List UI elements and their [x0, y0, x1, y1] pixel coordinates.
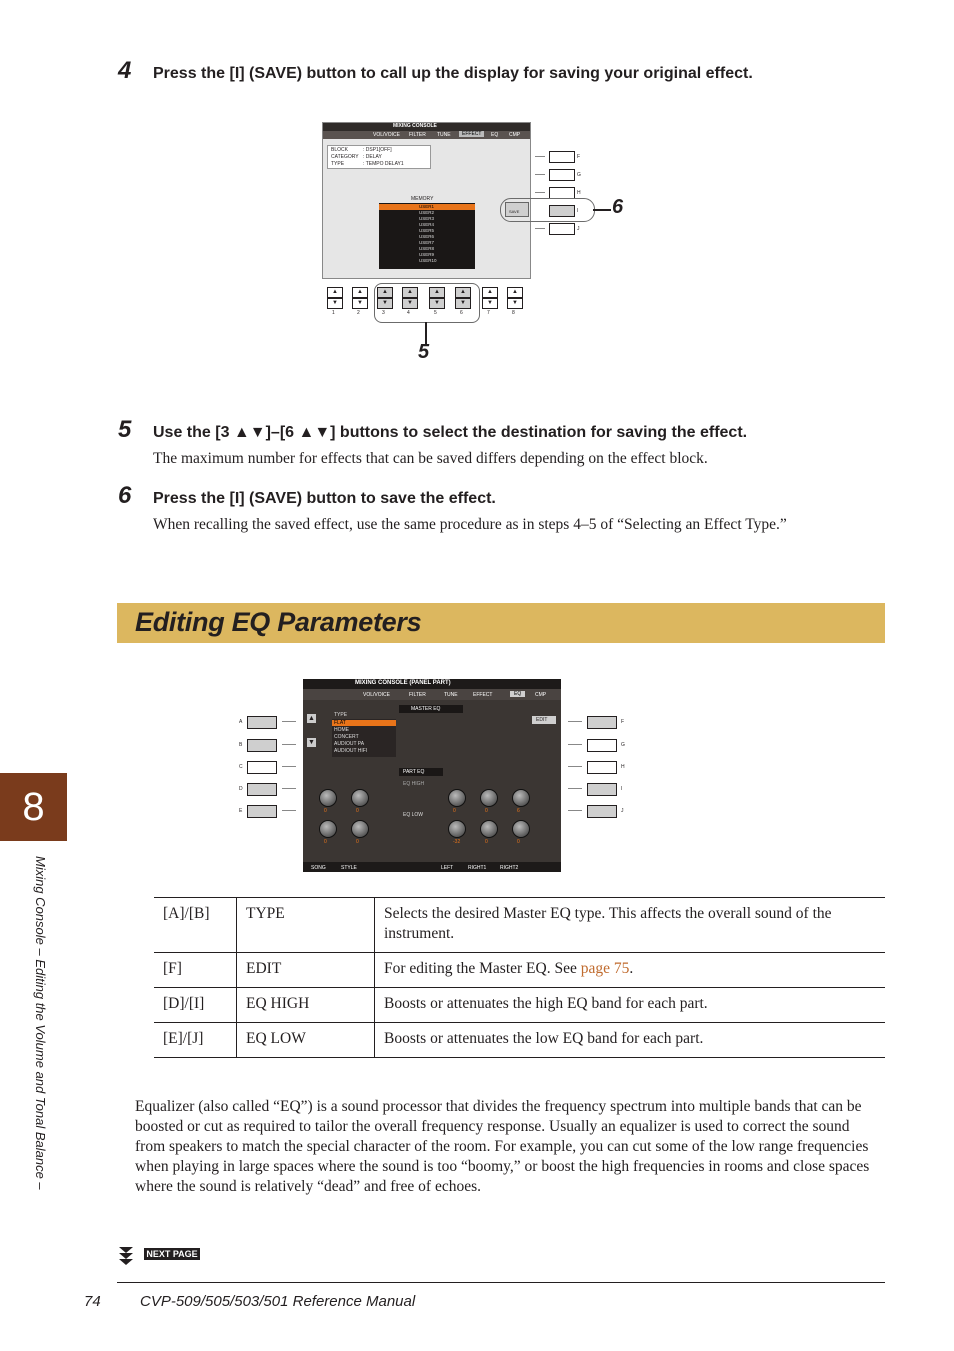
eq-knob-value: 0: [324, 839, 327, 845]
button-2-down[interactable]: ▼: [352, 298, 368, 309]
callout-line-6: [593, 209, 611, 211]
button-1-down[interactable]: ▼: [327, 298, 343, 309]
button-3-down[interactable]: ▼: [377, 298, 393, 309]
step-5-number: 5: [118, 416, 132, 443]
left-panel-button[interactable]: [247, 739, 277, 752]
type-up-arrow[interactable]: ▲: [308, 715, 315, 722]
part-right2: RIGHT2: [500, 865, 519, 871]
button-7-up[interactable]: ▲: [482, 287, 498, 298]
button-6-down[interactable]: ▼: [455, 298, 471, 309]
edit-softkey[interactable]: EDIT: [532, 716, 556, 724]
left-button-letter: A: [239, 719, 243, 725]
table-cell-button: [D]/[I]: [154, 988, 237, 1023]
button-lead-line: [568, 766, 582, 767]
left-button-letter: C: [239, 764, 243, 770]
section-banner: [117, 603, 885, 643]
eq-knob-value: 0: [453, 808, 456, 814]
button-4-up[interactable]: ▲: [402, 287, 418, 298]
button-5-down[interactable]: ▼: [429, 298, 445, 309]
right-button-letter: G: [621, 742, 625, 748]
button-4-down[interactable]: ▼: [402, 298, 418, 309]
table-row: [154, 1023, 885, 1058]
eq-knob[interactable]: [480, 789, 498, 807]
table-cell-param: EQ LOW: [237, 1023, 375, 1058]
next-page-icon: [118, 1246, 134, 1266]
table-row: [154, 953, 885, 988]
table-row: [154, 898, 885, 953]
button-number-label: 4: [407, 310, 410, 316]
button-g[interactable]: [549, 169, 575, 181]
page-75-link[interactable]: page 75: [580, 960, 630, 977]
left-panel-button[interactable]: [247, 805, 277, 818]
table-cell-param: TYPE: [237, 898, 375, 953]
eq-knob[interactable]: [351, 820, 369, 838]
button-f[interactable]: [549, 151, 575, 163]
button-number-label: 1: [332, 310, 335, 316]
memory-slot[interactable]: USER8: [419, 246, 435, 251]
eq-knob[interactable]: [319, 789, 337, 807]
memory-slot[interactable]: USER3: [419, 216, 435, 221]
table-cell-param: EQ HIGH: [237, 988, 375, 1023]
step-4-heading: Press the [I] (SAVE) button to call up the display for saving your original effect.: [153, 65, 753, 82]
memory-slot[interactable]: USER5: [419, 228, 435, 233]
button-7-down[interactable]: ▼: [482, 298, 498, 309]
table-row: [154, 988, 885, 1023]
part-eq-label: PART EQ: [403, 769, 425, 775]
memory-slot[interactable]: USER10: [419, 258, 437, 263]
button-number-label: 5: [434, 310, 437, 316]
manual-title: CVP-509/505/503/501 Reference Manual: [140, 1293, 416, 1310]
table-cell-desc: Boosts or attenuates the high EQ band for each part.: [375, 988, 886, 1023]
button-number-label: 2: [357, 310, 360, 316]
right-button-letter: J: [621, 808, 624, 814]
master-eq-label: MASTER EQ: [411, 706, 441, 712]
type-list[interactable]: FLAT HOME CONCERT AUDIOUT PA AUDIOUT HIFI: [332, 719, 396, 757]
eq-high-label: EQ HIGH: [403, 781, 425, 787]
left-panel-button[interactable]: [247, 761, 277, 774]
eq-knob-value: 6: [517, 808, 520, 814]
right-panel-button[interactable]: [587, 783, 617, 796]
eq-explanation-paragraph: Equalizer (also called “EQ”) is a sound processor that divides the frequency spectrum into multiple bands that can be boosted or cut as required to tailor the overall frequency response. Usually an equalizer is used to correct the sound from speakers to match the special character of the room. For example, you can cut some of the low range frequencies when playing in large spaces where the sound is too “boomy,” or boost the high frequencies in rooms and close spaces where the sound is relatively “dead” and free of echoes.: [135, 1098, 870, 1195]
memory-slot[interactable]: USER4: [419, 222, 435, 227]
button-3-up[interactable]: ▲: [377, 287, 393, 298]
eq-knob[interactable]: [351, 789, 369, 807]
memory-list: [379, 203, 475, 269]
part-song: SONG: [311, 865, 326, 871]
part-left: LEFT: [441, 865, 454, 871]
right-panel-button[interactable]: [587, 716, 617, 729]
step-6-number: 6: [118, 482, 132, 509]
table-cell-desc: Boosts or attenuates the low EQ band for each part.: [375, 1023, 886, 1058]
table-cell-button: [F]: [154, 953, 237, 988]
step-4-number: 4: [118, 57, 132, 84]
button-2-up[interactable]: ▲: [352, 287, 368, 298]
button-5-up[interactable]: ▲: [429, 287, 445, 298]
eq-parameter-table: [154, 897, 885, 1058]
eq-screen-tabs: VOL/VOICE FILTER TUNE EFFECT EQ CMP: [303, 689, 561, 700]
callout-6: 6: [612, 196, 624, 218]
button-lead-line: [282, 810, 296, 811]
save-effect-screen: [322, 122, 531, 279]
eq-screen: [303, 679, 561, 872]
eq-knob-value: 0: [485, 808, 488, 814]
memory-slot[interactable]: USER7: [419, 240, 435, 245]
button-6-up[interactable]: ▲: [455, 287, 471, 298]
eq-knob[interactable]: [512, 820, 530, 838]
left-button-letter: B: [239, 742, 243, 748]
eq-knob-value: 0: [517, 839, 520, 845]
part-right1: RIGHT1: [468, 865, 487, 871]
table-cell-desc: Selects the desired Master EQ type. This affects the overall sound of the instrument.: [375, 898, 886, 953]
eq-knob[interactable]: [512, 789, 530, 807]
type-down-arrow[interactable]: ▼: [308, 739, 315, 746]
button-8-down[interactable]: ▼: [507, 298, 523, 309]
button-lead-line: [282, 721, 296, 722]
right-panel-button[interactable]: [587, 739, 617, 752]
eq-knob[interactable]: [319, 820, 337, 838]
eq-knob-value: 0: [356, 808, 359, 814]
right-panel-button[interactable]: [587, 761, 617, 774]
section-title: Editing EQ Parameters: [135, 607, 422, 637]
step-6-text: When recalling the saved effect, use the same procedure as in steps 4–5 of “Selecting an Effect Type.”: [153, 516, 787, 533]
right-button-letter: I: [621, 786, 623, 792]
eq-knob[interactable]: [480, 820, 498, 838]
callout-5: 5: [418, 341, 430, 363]
eq-knob-value: -32: [453, 839, 461, 845]
table-cell-button: [E]/[J]: [154, 1023, 237, 1058]
button-j[interactable]: [549, 223, 575, 235]
screen-title: MIXING CONSOLE: [393, 123, 437, 129]
button-8-up[interactable]: ▲: [507, 287, 523, 298]
memory-label: MEMORY: [411, 196, 434, 202]
button-lead-line: [282, 744, 296, 745]
type-label: TYPE: [334, 712, 348, 718]
button-lead-line: [282, 766, 296, 767]
eq-knob[interactable]: [448, 789, 466, 807]
step-5-heading: Use the [3 ▲▼]–[6 ▲▼] buttons to select the destination for saving the effect.: [153, 424, 748, 441]
eq-knob-value: 0: [485, 839, 488, 845]
footer-rule: [117, 1282, 885, 1283]
effect-info-box: BLOCK : DSP1[OFF] CATEGORY : DELAY TYPE : TEMPO DELAY1: [327, 145, 431, 169]
right-button-letter: H: [621, 764, 625, 770]
page-number: 74: [84, 1293, 101, 1310]
next-page-label[interactable]: NEXT PAGE: [144, 1248, 200, 1260]
step-5-text: The maximum number for effects that can be saved differs depending on the effect block.: [153, 450, 708, 467]
left-panel-button[interactable]: [247, 716, 277, 729]
button-number-label: 8: [512, 310, 515, 316]
button-1-up[interactable]: ▲: [327, 287, 343, 298]
right-panel-button[interactable]: [587, 805, 617, 818]
button-lead-line: [568, 721, 582, 722]
button-number-label: 7: [487, 310, 490, 316]
chapter-tab: 8: [0, 773, 67, 841]
eq-low-label: EQ LOW: [403, 812, 424, 818]
memory-slot[interactable]: USER9: [419, 252, 435, 257]
eq-knob-value: 0: [356, 839, 359, 845]
table-cell-param: EDIT: [237, 953, 375, 988]
save-softkey: SAVE: [505, 202, 529, 217]
memory-slot[interactable]: USER1: [419, 204, 435, 209]
button-lead-line: [282, 788, 296, 789]
right-button-letter: F: [621, 719, 625, 725]
table-cell-button: [A]/[B]: [154, 898, 237, 953]
memory-slot[interactable]: USER6: [419, 234, 435, 239]
button-number-label: 3: [382, 310, 385, 316]
memory-slot[interactable]: USER2: [419, 210, 435, 215]
eq-knob-value: 0: [324, 808, 327, 814]
left-panel-button[interactable]: [247, 783, 277, 796]
button-lead-line: [568, 788, 582, 789]
eq-knob[interactable]: [448, 820, 466, 838]
eq-screen-title: MIXING CONSOLE (PANEL PART): [355, 680, 451, 686]
button-lead-line: [568, 744, 582, 745]
part-style: STYLE: [341, 865, 357, 871]
button-lead-line: [568, 810, 582, 811]
screen-tabs: VOL/VOICE FILTER TUNE EFFECT EQ CMP: [323, 131, 530, 139]
right-panel-buttons: F G H I J: [535, 151, 587, 236]
left-button-letter: E: [239, 808, 243, 814]
step-6-heading: Press the [I] (SAVE) button to save the effect.: [153, 490, 496, 507]
side-caption: Mixing Console – Editing the Volume and Tonal Balance –: [33, 856, 48, 1190]
button-number-label: 6: [460, 310, 463, 316]
left-button-letter: D: [239, 786, 243, 792]
table-cell-desc: For editing the Master EQ. See page 75.: [375, 953, 886, 988]
